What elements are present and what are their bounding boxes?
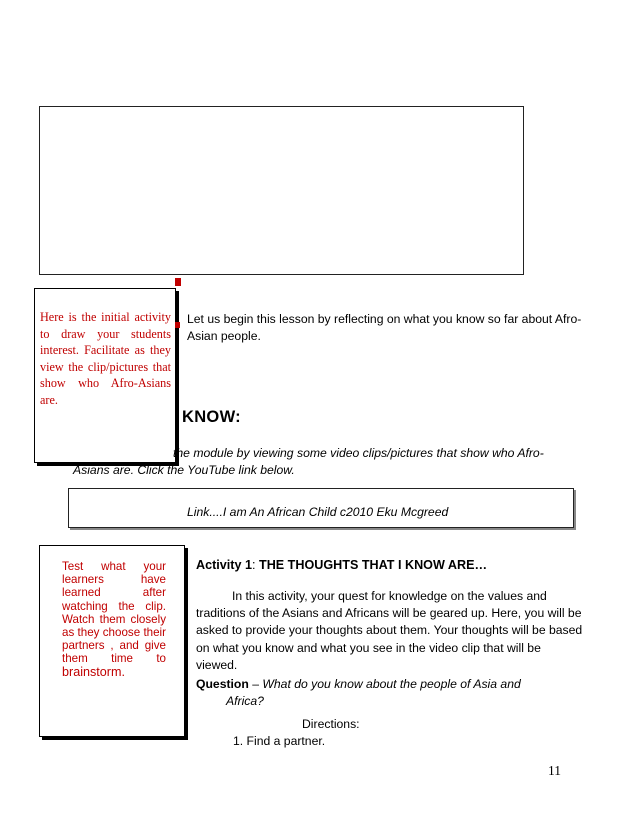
video-instructions-line-2: Asians are. Click the YouTube link below.: [73, 463, 295, 477]
activity-title: THE THOUGHTS THAT I KNOW ARE…: [259, 558, 488, 572]
activity-body-rest: traditions of the Asians and Africans will be geared up. Here, you will be asked to provide your thoughts about them. Your thoughts will be based on what you know and what you see in the video clip that will be viewed.: [196, 606, 583, 672]
intro-paragraph: Let us begin this lesson by reflecting on what you know so far about Afro-Asian people.: [187, 312, 582, 343]
video-instructions-line-1: the module by viewing some video clips/pictures that show who Afro-: [173, 446, 544, 460]
activity-heading: [196, 558, 487, 572]
question-line-1: What do you know about the people of Asia and: [262, 677, 521, 691]
page-number: 11: [548, 763, 561, 778]
teacher-note-brainstorm: [39, 545, 185, 737]
empty-image-frame: [39, 106, 524, 275]
decorative-red-mark-2: [175, 322, 180, 328]
activity-body: [196, 588, 584, 674]
question-line-2: Africa?: [226, 694, 264, 709]
activity-question: [196, 676, 584, 710]
teacher-note-1-text: Here is the initial activity to draw your students interest. Facilitate as they view the clip/pictures that show who Afro-Asians are.: [40, 310, 171, 407]
video-instructions: [73, 445, 593, 479]
activity-body-line-1: In this activity, your quest for knowledge on the values and: [232, 589, 547, 603]
directions-label: Directions:: [302, 717, 360, 731]
activity-colon: :: [252, 558, 256, 572]
question-dash: –: [248, 677, 263, 691]
activity-label: Activity 1: [196, 558, 252, 572]
direction-step-1: 1. Find a partner.: [233, 734, 326, 748]
question-label: Question: [196, 677, 249, 691]
teacher-note-2-text: Test what your learners have learned after watching the clip. Watch them closely as they choose their partners , and give them time to: [62, 560, 166, 666]
decorative-red-mark: [175, 278, 181, 286]
teacher-note-2-last-word: brainstorm.: [62, 664, 125, 679]
teacher-note-initial-activity: [34, 288, 176, 463]
youtube-link[interactable]: Link....I am An African Child c2010 Eku Mcgreed: [187, 505, 449, 519]
section-heading: KNOW:: [182, 408, 241, 426]
